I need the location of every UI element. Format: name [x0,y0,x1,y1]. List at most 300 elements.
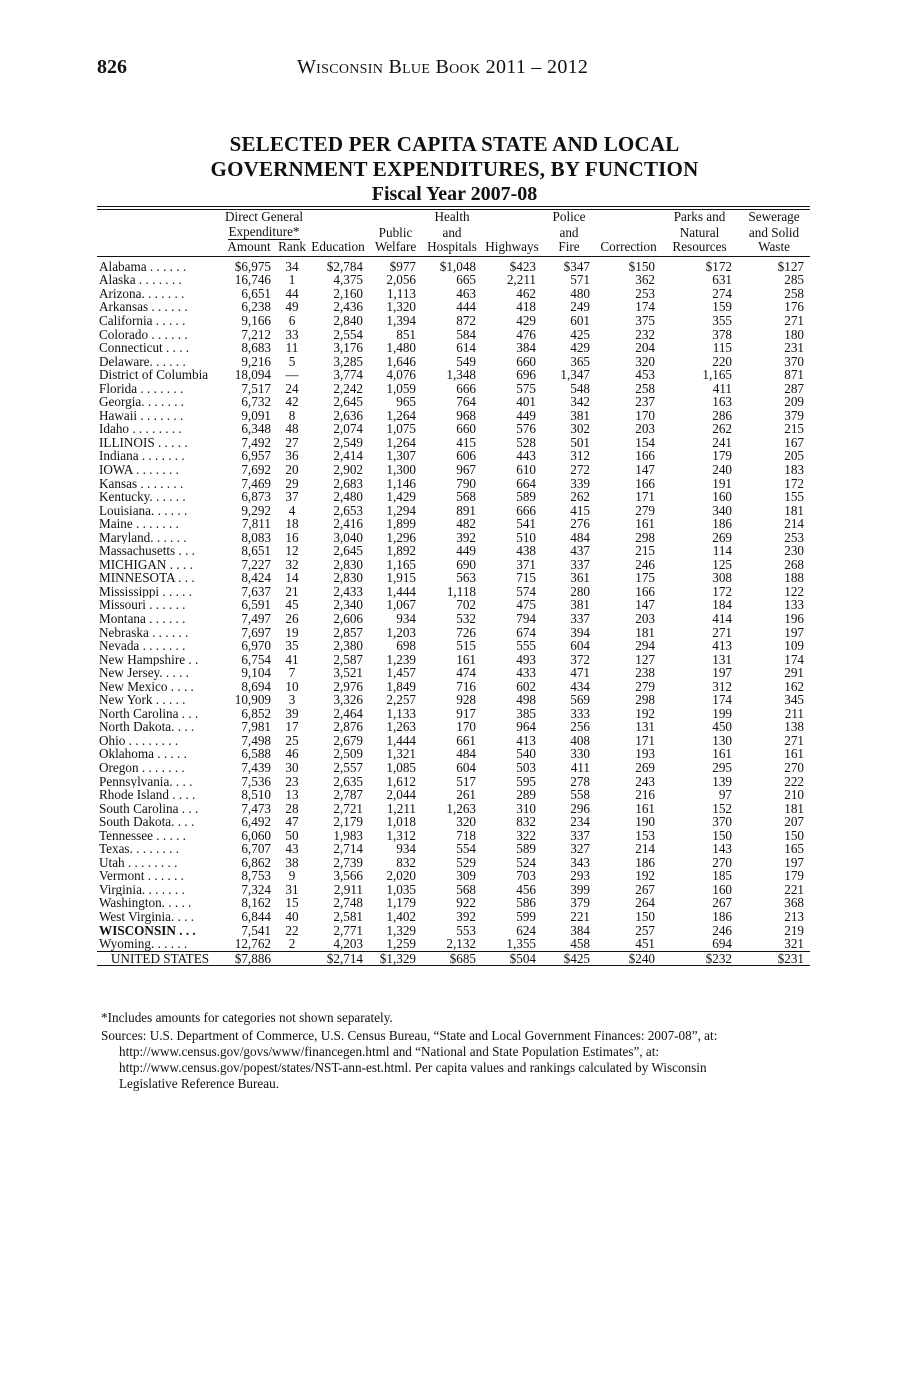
rank-cell: 41 [285,651,299,667]
table-row [97,395,810,409]
header-parks-3: Resources [661,240,738,256]
amount-cell: $7,886 [221,951,277,966]
sources-line-2: http://www.census.gov/govs/www/financegen.html and “National and State Population Estimates”, at: [119,1044,660,1059]
education-cell: 3,521 [333,665,364,681]
sewerage-cell: 205 [784,448,805,464]
police-fire-cell: 234 [570,814,591,830]
public-welfare-cell: $1,329 [369,951,422,966]
header-police-3: Fire [542,240,596,256]
correction-cell: 320 [635,353,656,369]
education-cell: 3,326 [333,692,364,708]
police-fire-cell: 411 [570,760,591,776]
table-row [97,937,810,951]
amount-cell: 6,060 [241,827,271,843]
police-fire-cell: 343 [570,854,591,870]
highways-cell: 666 [516,502,537,518]
police-fire-cell: 601 [570,312,591,328]
parks-cell: 197 [712,665,733,681]
amount-cell: 7,697 [241,624,271,640]
public-welfare-cell: 1,307 [386,448,417,464]
state-cell: District of Columbia [99,368,209,382]
sewerage-cell: 174 [784,651,805,667]
education-cell: 2,721 [333,800,364,816]
rank-cell: 30 [285,760,299,776]
highways-cell: 429 [516,312,537,328]
police-fire-cell: 272 [570,461,591,477]
public-welfare-cell: 1,329 [386,922,417,938]
health-hospitals-cell: 716 [456,678,477,694]
police-fire-cell: 399 [570,881,591,897]
education-cell: 3,774 [333,367,364,383]
highways-cell: 832 [516,814,537,830]
table-row [97,653,810,667]
header-correction: Correction [596,240,661,256]
police-fire-cell: 415 [570,502,591,518]
amount-cell: $6,975 [234,258,271,274]
correction-cell: 204 [635,340,656,356]
correction-cell: 161 [635,800,656,816]
rank-cell: 16 [285,529,299,545]
parks-cell: 199 [712,705,733,721]
rank-cell: 26 [285,611,299,626]
correction-cell: 175 [635,570,656,586]
correction-cell: 131 [635,719,656,735]
public-welfare-cell: 2,056 [386,272,417,288]
correction-cell: 216 [635,787,656,803]
state-cell: Maine . . . . . . . [99,517,179,531]
table-row [97,815,810,829]
highways-cell: 401 [516,394,537,410]
correction-cell: 279 [635,678,656,694]
highways-cell: 624 [516,922,537,938]
table-row [97,490,810,504]
parks-cell: 246 [712,922,733,938]
parks-cell: 115 [712,340,733,356]
education-cell: 2,857 [333,624,364,640]
correction-cell: 279 [635,502,656,518]
public-welfare-cell: 1,211 [386,800,417,816]
highways-cell: 794 [516,611,537,626]
highways-cell: 322 [516,827,537,843]
parks-cell: 286 [712,407,733,423]
police-fire-cell: $347 [563,258,591,274]
parks-cell: 312 [712,678,733,694]
health-hospitals-cell: 563 [456,570,477,586]
amount-cell: 8,694 [241,678,271,694]
police-fire-cell: 558 [570,787,591,803]
highways-cell: 438 [516,543,537,559]
parks-cell: 174 [712,692,733,708]
correction-cell: 166 [635,475,656,491]
correction-cell: 264 [635,895,656,911]
education-cell: 2,587 [333,651,364,667]
public-welfare-cell: 698 [396,638,417,654]
rank-cell: 9 [288,868,296,884]
state-cell: Idaho . . . . . . . . [99,422,182,436]
health-hospitals-cell: 517 [456,773,477,789]
sewerage-cell: 133 [784,597,805,613]
table-row [97,422,810,436]
header-amount: Amount [221,240,277,256]
highways-cell: 310 [516,800,537,816]
highways-cell: 664 [516,475,537,491]
correction-cell: 232 [635,326,656,342]
table-row [97,585,810,599]
header-parks-2: Natural [679,224,720,240]
public-welfare-cell: 1,085 [386,760,417,776]
parks-cell: 152 [712,800,733,816]
police-fire-cell: 293 [570,868,591,884]
health-hospitals-cell: 553 [456,922,477,938]
parks-cell: 130 [712,732,733,748]
parks-cell: 184 [712,597,733,613]
amount-cell: 7,811 [241,516,271,532]
public-welfare-cell: 1,259 [386,936,417,952]
public-welfare-cell: 1,165 [386,556,417,572]
highways-cell: 1,355 [506,936,537,952]
highways-cell: 674 [516,624,537,640]
education-cell: 2,414 [333,448,364,464]
police-fire-cell: 604 [570,638,591,654]
parks-cell: 241 [712,434,733,450]
highways-cell: 524 [516,854,537,870]
state-cell: Louisiana. . . . . . [99,503,188,518]
education-cell: 2,911 [333,881,364,897]
rank-cell: 43 [285,841,299,857]
table-row [97,883,810,897]
public-welfare-cell: 1,075 [386,421,417,437]
sewerage-cell: 181 [784,502,805,518]
police-fire-cell: 434 [570,678,591,694]
public-welfare-cell: 1,321 [386,746,417,762]
public-welfare-cell: 1,312 [386,827,417,843]
health-hospitals-cell: 449 [456,543,477,559]
health-hospitals-cell: 872 [456,312,477,328]
state-cell: New Hampshire . . [99,652,199,667]
state-cell: MICHIGAN . . . . [99,557,193,572]
public-welfare-cell: 1,899 [386,516,417,532]
public-welfare-cell: 1,457 [386,665,417,681]
sewerage-cell: 213 [784,909,805,925]
amount-cell: 7,492 [241,434,271,450]
sewerage-cell: 209 [784,394,805,410]
rank-cell [277,951,307,966]
education-cell: 2,436 [333,299,364,315]
sewerage-cell: 268 [784,556,805,572]
header-health-1: Health [434,209,470,224]
parks-cell: 131 [712,651,733,667]
table-row [97,720,810,734]
public-welfare-cell: 1,612 [386,773,417,789]
rank-cell: 1 [288,272,296,288]
health-hospitals-cell: 568 [456,881,477,897]
parks-cell: 631 [712,272,733,288]
parks-cell: 1,165 [702,367,733,383]
health-hospitals-cell: 1,348 [446,367,477,383]
health-hospitals-cell: 549 [456,353,477,369]
police-fire-cell: 381 [570,597,591,613]
public-welfare-cell: $977 [389,258,417,274]
amount-cell: 6,707 [241,841,271,857]
sewerage-cell: 291 [784,665,805,681]
education-cell: 2,074 [333,421,364,437]
education-cell: 2,433 [333,583,364,599]
parks-cell: 274 [712,285,733,301]
state-cell: ILLINOIS . . . . . [99,435,188,450]
health-hospitals-cell: 484 [456,746,477,762]
public-welfare-cell: 1,444 [386,583,417,599]
state-cell: Texas. . . . . . . . [99,842,180,856]
table-row [97,449,810,463]
health-hospitals-cell: 702 [456,597,477,613]
state-cell: UNITED STATES [97,951,221,966]
amount-cell: 8,424 [241,570,271,586]
education-cell: 3,040 [333,529,364,545]
highways-cell: 574 [516,583,537,599]
correction-cell: 257 [635,922,656,938]
parks-cell: 160 [712,881,733,897]
police-fire-cell: 256 [570,719,591,735]
police-fire-cell: 327 [570,841,591,857]
correction-cell: 161 [635,516,656,532]
table-row [97,829,810,843]
amount-cell: 8,683 [241,340,271,356]
police-fire-cell: 302 [570,421,591,437]
public-welfare-cell: 1,849 [386,678,417,694]
correction-cell: 243 [635,773,656,789]
parks-cell: 271 [712,624,733,640]
sewerage-cell: 138 [784,719,805,735]
public-welfare-cell: 1,146 [386,475,417,491]
sewerage-cell: 321 [784,936,805,952]
health-hospitals-cell: 392 [456,529,477,545]
table-row [97,693,810,707]
state-cell: Arizona. . . . . . . [99,286,185,301]
highways-cell: 462 [516,285,537,301]
header-sewerage-3: Waste [738,240,810,256]
sewerage-cell: 150 [784,827,805,843]
highways-cell: 2,211 [506,272,537,288]
parks-cell: 191 [712,475,733,491]
amount-cell: 8,083 [241,529,271,545]
police-fire-cell: 471 [570,665,591,681]
health-hospitals-cell: 515 [456,638,477,654]
health-hospitals-cell: 1,263 [446,800,477,816]
sewerage-cell: 368 [784,895,805,911]
table-body [97,256,810,965]
amount-cell: 9,292 [241,502,271,518]
correction-cell: 181 [635,624,656,640]
amount-cell: 12,762 [234,936,271,952]
highways-cell: 443 [516,448,537,464]
rank-cell: 42 [285,394,299,410]
amount-cell: 7,473 [241,800,271,816]
state-cell: North Dakota. . . . [99,720,195,734]
police-fire-cell: $425 [542,951,596,966]
table-row [97,775,810,789]
public-welfare-cell: 1,035 [386,881,417,897]
education-cell: 3,566 [333,868,364,884]
state-cell: Alaska . . . . . . . [99,273,182,287]
health-hospitals-cell: $1,048 [439,258,477,274]
police-fire-cell: 221 [570,909,591,925]
amount-cell: 6,873 [241,489,271,505]
rank-cell: 27 [285,434,299,450]
health-hospitals-cell: 661 [456,732,477,748]
rank-cell: — [285,367,299,383]
rank-cell: 47 [285,814,299,830]
education-cell: 2,771 [333,922,364,938]
table-subtitle: Fiscal Year 2007-08 [371,183,538,205]
police-fire-cell: 249 [570,299,591,315]
correction-cell: 193 [635,746,656,762]
state-cell: Kansas . . . . . . . [99,476,184,491]
parks-cell: 97 [718,787,733,803]
parks-cell: 159 [712,299,733,315]
education-cell: 2,679 [333,732,364,748]
amount-cell: 6,492 [241,814,271,830]
amount-cell: 18,094 [234,367,271,383]
table-row [97,788,810,802]
table-row [97,558,810,572]
sewerage-cell: 345 [784,692,805,708]
police-fire-cell: 501 [570,434,591,450]
state-cell: WISCONSIN . . . [99,923,196,938]
education-cell: 2,380 [333,638,364,654]
state-cell: California . . . . . [99,313,186,328]
correction-cell: 166 [635,448,656,464]
highways-cell: 586 [516,895,537,911]
sources-line-3: http://www.census.gov/popest/states/NST-ann-est.html. Per capita values and rankings calculated by Wisconsin [119,1060,707,1075]
page-header [97,56,817,82]
amount-cell: 7,439 [241,760,271,776]
education-cell: 2,636 [333,407,364,423]
rank-cell: 48 [285,421,299,437]
health-hospitals-cell: 666 [456,380,477,396]
expenditure-table-wrapper [97,206,810,966]
sewerage-cell: 196 [784,611,805,626]
table-row [97,368,810,382]
correction-cell: 246 [635,556,656,572]
sewerage-cell: 181 [784,800,805,816]
amount-cell: 16,746 [234,272,271,288]
police-fire-cell: 361 [570,570,591,586]
highways-cell: 660 [516,353,537,369]
highways-cell: 503 [516,760,537,776]
police-fire-cell: 372 [570,651,591,667]
amount-cell: 6,862 [241,854,271,870]
highways-cell: $423 [509,258,537,274]
state-cell: Wyoming. . . . . . [99,937,188,952]
amount-cell: 6,852 [241,705,271,721]
rank-cell: 10 [285,678,299,694]
table-row [97,707,810,721]
highways-cell: 541 [516,516,537,532]
public-welfare-cell: 934 [396,611,417,626]
education-cell: 2,840 [333,312,364,328]
highways-cell: 555 [516,638,537,654]
health-hospitals-cell: 320 [456,814,477,830]
highways-cell: 289 [516,787,537,803]
table-row [97,531,810,545]
sewerage-cell: 176 [784,299,805,315]
state-cell: Rhode Island . . . . [99,788,196,802]
highways-cell: 964 [516,719,537,735]
correction-cell: 190 [635,814,656,830]
police-fire-cell: 379 [570,895,591,911]
parks-cell: 150 [712,827,733,843]
highways-cell: $504 [482,951,542,966]
state-cell: West Virginia. . . . [99,910,195,924]
education-cell: 2,902 [333,461,364,477]
table-row [97,639,810,653]
state-cell: Arkansas . . . . . . [99,300,188,314]
amount-cell: 7,981 [241,719,271,735]
education-cell: 2,645 [333,543,364,559]
police-fire-cell: 337 [570,827,591,843]
health-hospitals-cell: 764 [456,394,477,410]
sewerage-cell: 271 [784,312,805,328]
correction-cell: 203 [635,611,656,626]
table-row [97,761,810,775]
public-welfare-cell: 1,429 [386,489,417,505]
education-cell: 2,830 [333,570,364,586]
public-welfare-cell: 1,133 [386,705,417,721]
sewerage-cell: 172 [784,475,805,491]
highways-cell: 540 [516,746,537,762]
parks-cell: 370 [712,814,733,830]
public-welfare-cell: 1,113 [386,285,417,301]
amount-cell: 8,162 [241,895,271,911]
amount-cell: 6,591 [241,597,271,613]
public-welfare-cell: 1,444 [386,732,417,748]
correction-cell: $150 [628,258,656,274]
sewerage-cell: 287 [784,380,805,396]
police-fire-cell: 1,347 [560,367,591,383]
amount-cell: 6,238 [241,299,271,315]
public-welfare-cell: 1,179 [386,895,417,911]
highways-cell: 456 [516,881,537,897]
correction-cell: 362 [635,272,656,288]
parks-cell: 295 [712,760,733,776]
amount-cell: 7,469 [241,475,271,491]
police-fire-cell: 330 [570,746,591,762]
sewerage-cell: 161 [784,746,805,762]
sewerage-cell: 211 [784,705,805,721]
sewerage-cell: 167 [784,434,805,450]
parks-cell: 172 [712,583,733,599]
amount-cell: 7,324 [241,881,271,897]
health-hospitals-cell: 392 [456,909,477,925]
police-fire-cell: 342 [570,394,591,410]
education-cell: 2,340 [333,597,364,613]
sewerage-cell: 271 [784,732,805,748]
parks-cell: 186 [712,909,733,925]
rank-cell: 38 [285,854,299,870]
correction-cell: 237 [635,394,656,410]
health-hospitals-cell: 529 [456,854,477,870]
parks-cell: 267 [712,895,733,911]
rank-cell: 45 [285,597,299,613]
parks-cell: 139 [712,773,733,789]
police-fire-cell: 365 [570,353,591,369]
amount-cell: 7,692 [241,461,271,477]
amount-cell: 9,166 [241,312,271,328]
highways-cell: 371 [516,556,537,572]
rank-cell: 14 [285,570,299,586]
running-head: Wisconsin Blue Book 2011 – 2012 [297,56,589,78]
highways-cell: 385 [516,705,537,721]
